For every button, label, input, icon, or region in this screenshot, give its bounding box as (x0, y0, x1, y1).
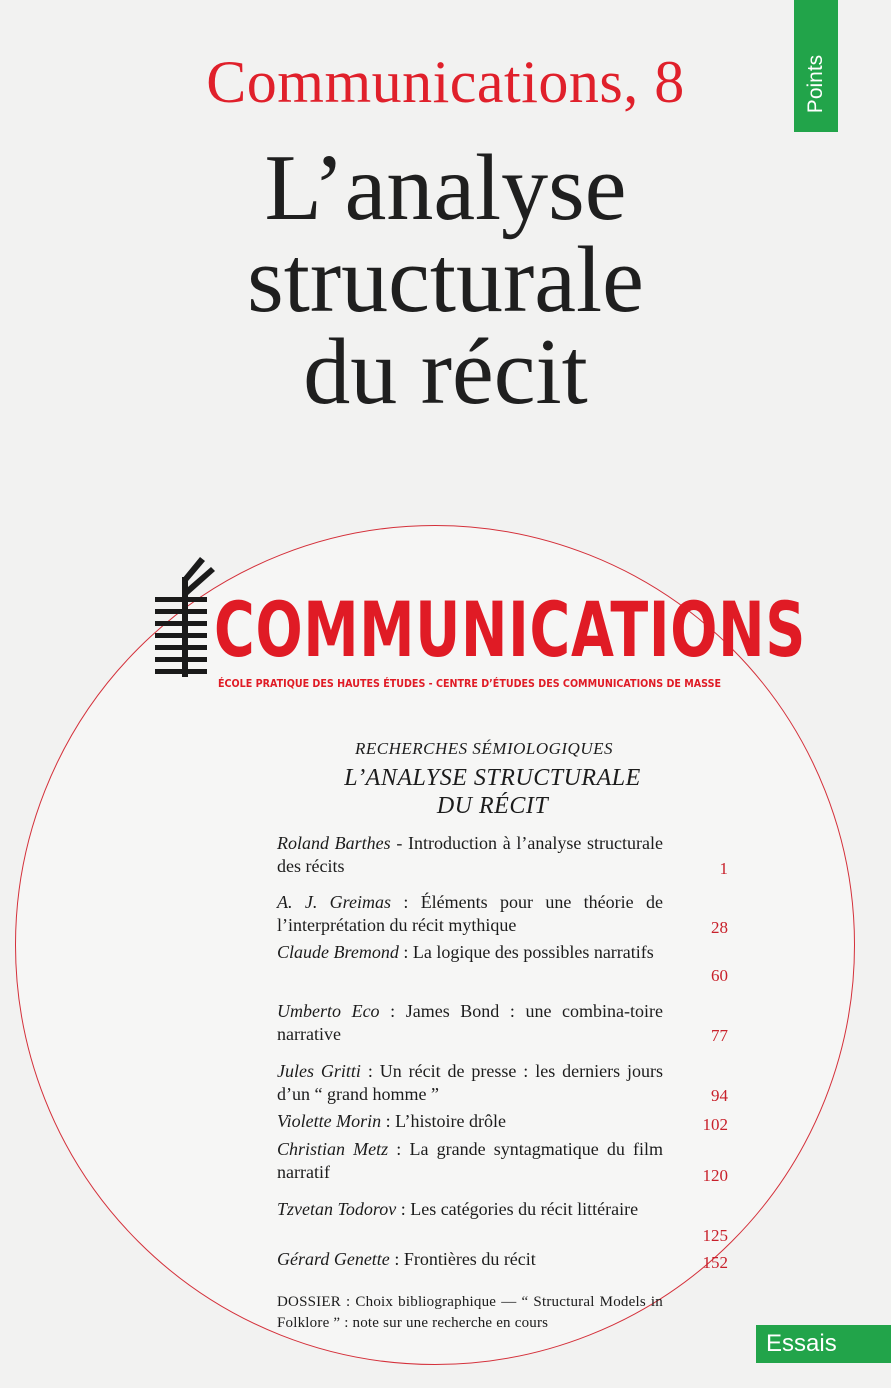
toc-entry (277, 1000, 663, 1046)
toc-separator: : (379, 1001, 406, 1021)
toc-page-number: 77 (711, 1026, 728, 1045)
collection-tab (794, 0, 838, 132)
toc-title: Les catégories du récit littéraire (410, 1199, 639, 1219)
toc-entry (277, 832, 663, 878)
toc-author: Violette Morin (277, 1111, 382, 1131)
toc-separator: - (390, 833, 409, 853)
toc-author: A. J. Greimas (277, 892, 391, 912)
book-title-line: du récit (303, 320, 588, 424)
institution-line: ÉCOLE PRATIQUE DES HAUTES ÉTUDES - CENTRE D’ÉTUDES DES COMMUNICATIONS DE MASSE (218, 678, 722, 690)
toc-entry (277, 1060, 663, 1106)
toc-entry (277, 891, 663, 937)
issue-title (300, 764, 685, 820)
toc-author: Gérard Genette (277, 1249, 390, 1269)
book-title (0, 136, 891, 424)
category-tab: Essais (756, 1325, 891, 1363)
toc-page-number: 125 (702, 1226, 728, 1245)
toc-author: Roland Barthes (277, 833, 391, 853)
toc-author: Umberto Eco (277, 1001, 380, 1021)
toc-title: Éléments pour une théorie de l’interprétation du récit mythique (277, 892, 663, 935)
toc-separator: : (391, 892, 421, 912)
toc-separator: : (396, 1199, 411, 1219)
issue-title-line: DU RÉCIT (436, 793, 549, 819)
toc-entry (277, 1198, 663, 1221)
toc-separator: : (381, 1111, 396, 1131)
toc-author: Claude Bremond (277, 942, 399, 962)
section-kicker: RECHERCHES SÉMIOLOGIQUES (355, 739, 613, 758)
toc-title: L’histoire drôle (395, 1111, 506, 1131)
journal-logo-icon (155, 557, 215, 677)
collection-tab-label: Points (804, 54, 827, 114)
toc-title: La grande syntagmatique du film narratif (277, 1139, 663, 1182)
toc-entry (277, 1110, 663, 1133)
toc-page-number: 94 (711, 1086, 728, 1105)
journal-name: COMMUNICATIONS (214, 585, 807, 674)
toc-title: James Bond : une combina-toire narrative (277, 1001, 663, 1044)
book-title-line: structurale (247, 228, 644, 332)
toc-entry (277, 941, 663, 964)
toc-page-number: 120 (702, 1166, 728, 1185)
toc-author: Christian Metz (277, 1139, 389, 1159)
toc-page-number: 152 (702, 1253, 728, 1272)
toc-separator: : (360, 1061, 380, 1081)
toc-page-number: 1 (719, 859, 728, 878)
toc-separator: : (398, 942, 413, 962)
toc-separator: : (388, 1139, 410, 1159)
book-title-line: L’analyse (264, 136, 627, 240)
issue-title-line: L’ANALYSE STRUCTURALE (344, 765, 641, 791)
toc-page-number: 28 (711, 918, 728, 937)
toc-title: Un récit de presse : les derniers jours d’un “ grand homme ” (277, 1061, 663, 1104)
toc-page-number: 102 (702, 1115, 728, 1134)
toc-page-number: 60 (711, 966, 728, 985)
series-title: Communications, 8 (206, 49, 685, 115)
toc-author: Tzvetan Todorov (277, 1199, 397, 1219)
toc-title: Introduction à l’analyse structurale des récits (277, 833, 663, 876)
toc-title: Frontières du récit (403, 1249, 536, 1269)
toc-separator: : (389, 1249, 404, 1269)
toc-entry (277, 1138, 663, 1184)
toc-entry (277, 1248, 663, 1271)
toc-title: La logique des possibles narratifs (412, 942, 654, 962)
toc-author: Jules Gritti (277, 1061, 361, 1081)
dossier-entry: DOSSIER : Choix bibliographique — “ Structural Models in Folklore ” : note sur une recherche en cours (277, 1294, 663, 1331)
